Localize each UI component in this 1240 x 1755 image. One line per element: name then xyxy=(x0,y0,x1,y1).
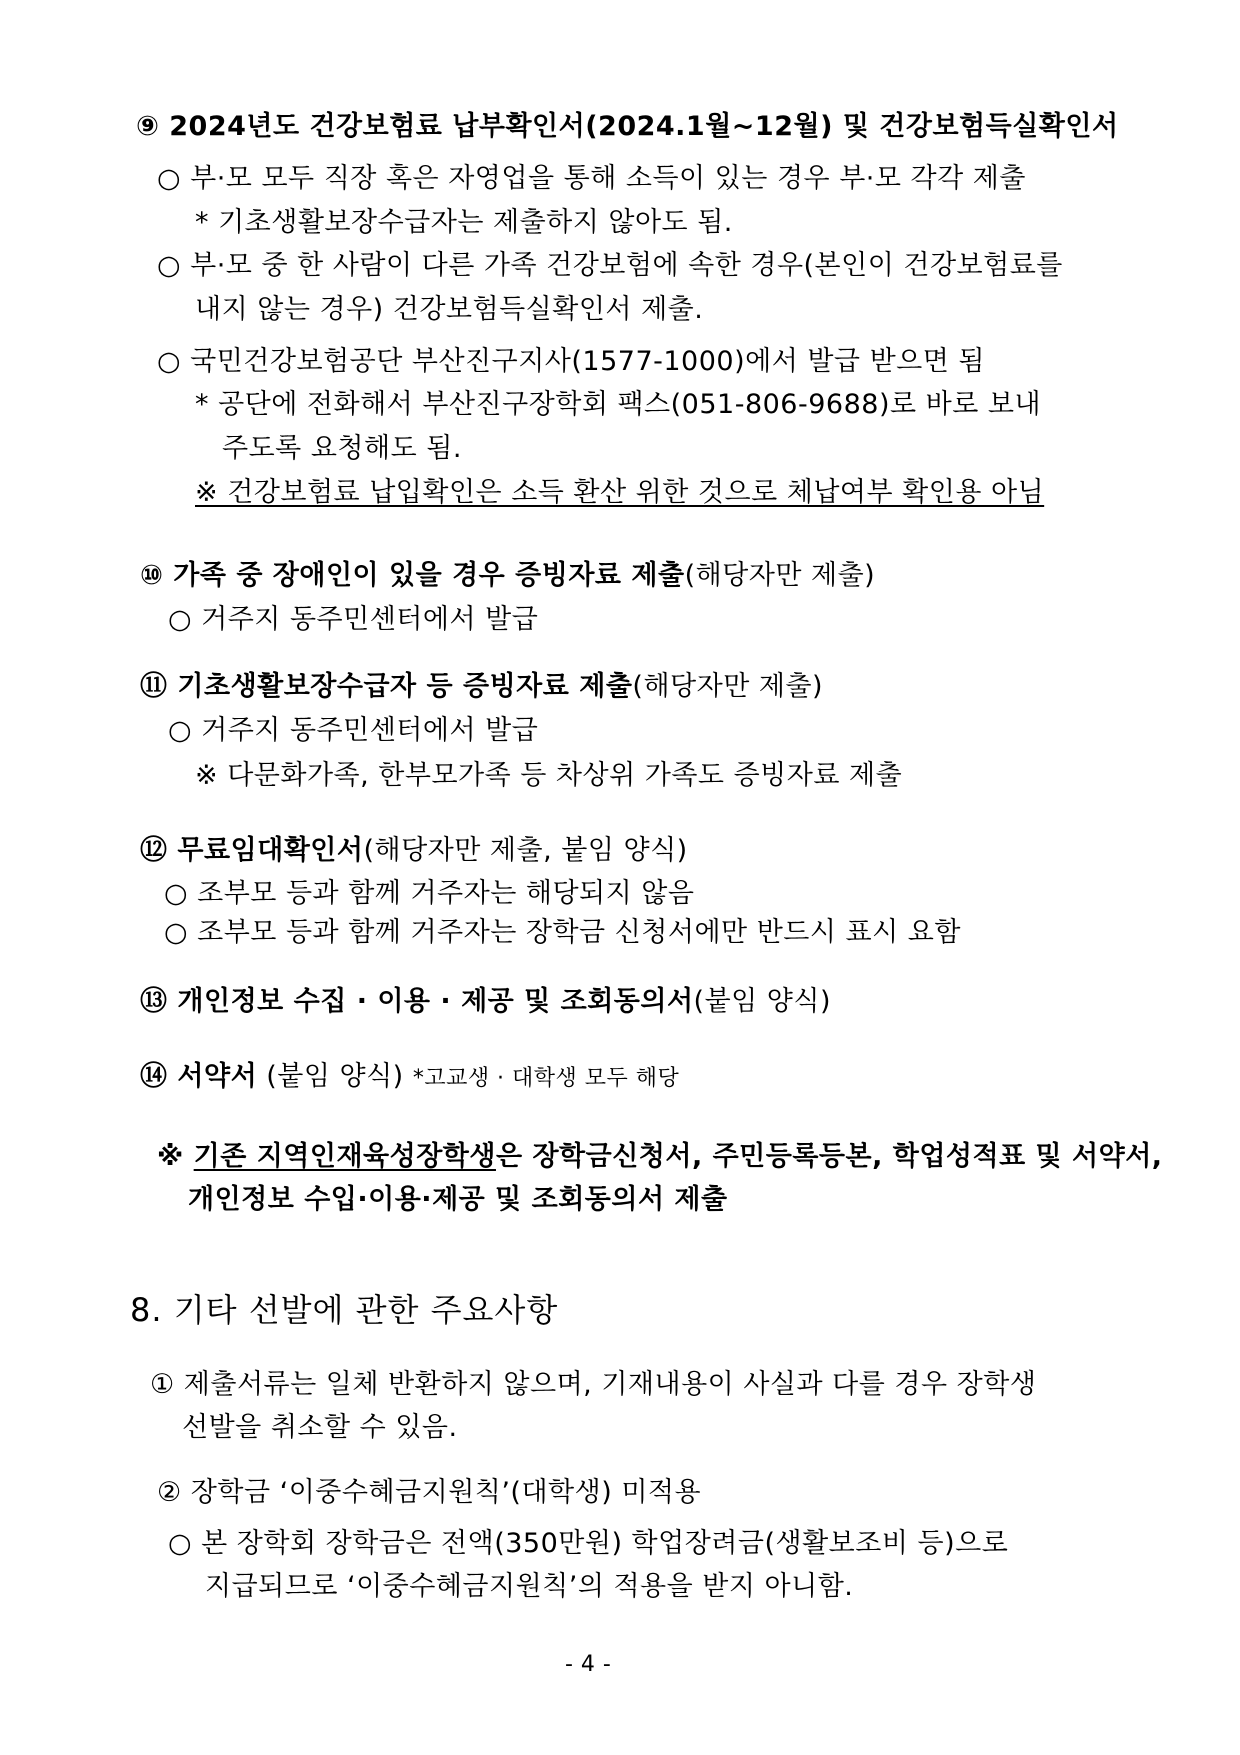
section-11-note: ※ 다문화가족, 한부모가족 등 차상위 가족도 증빙자료 제출 xyxy=(195,760,903,791)
section-9-warning: ※ 건강보험료 납입확인은 소득 환산 위한 것으로 체납여부 확인용 아님 xyxy=(195,477,1045,508)
section-8-item-1-line-1: ① 제출서류는 일체 반환하지 않으며, 기재내용이 사실과 다를 경우 장학생 xyxy=(150,1369,1037,1400)
section-11-title-rest: (해당자만 제출) xyxy=(632,671,824,702)
section-9-bullet-2-line-2: 내지 않는 경우) 건강보험득실확인서 제출. xyxy=(195,294,704,325)
section-9-bullet-1-note: * 기초생활보장수급자는 제출하지 않아도 됨. xyxy=(195,207,733,238)
section-8-heading: 8. 기타 선발에 관한 주요사항 xyxy=(130,1291,559,1329)
section-13-title-rest: (붙임 양식) xyxy=(693,986,832,1017)
section-9-bullet-1: ○ 부·모 모두 직장 혹은 자영업을 통해 소득이 있는 경우 부·모 각각 제출 xyxy=(157,163,1026,194)
section-12-title-rest: (해당자만 제출, 붙임 양식) xyxy=(363,835,688,866)
section-10-bullet-1: ○ 거주지 동주민센터에서 발급 xyxy=(168,604,539,635)
section-9-bullet-3: ○ 국민건강보험공단 부산진구지사(1577-1000)에서 발급 받으면 됨 xyxy=(157,346,986,377)
section-10-title xyxy=(140,559,875,593)
section-9-bullet-3-note-line-1: * 공단에 전화해서 부산진구장학회 팩스(051-806-9688)로 바로 보내 xyxy=(195,389,1042,420)
section-8-item-2-bullet-line-1: ○ 본 장학회 장학금은 전액(350만원) 학업장려금(생활보조비 등)으로 xyxy=(168,1528,1009,1559)
section-11-title-bold: ⑪ 기초생활보장수급자 등 증빙자료 제출 xyxy=(140,671,633,702)
section-9-title: ⑨ 2024년도 건강보험료 납부확인서(2024.1월~12월) 및 건강보험득실확인서 xyxy=(136,111,1119,142)
section-11-bullet-1: ○ 거주지 동주민센터에서 발급 xyxy=(168,715,539,746)
section-9-bullet-2-line-1: ○ 부·모 중 한 사람이 다른 가족 건강보험에 속한 경우(본인이 건강보험료를 xyxy=(157,250,1063,281)
section-13-title-bold: ⑬ 개인정보 수집 · 이용 · 제공 및 조회동의서 xyxy=(140,986,694,1017)
existing-scholars-note-line-2: 개인정보 수입·이용·제공 및 조회동의서 제출 xyxy=(188,1184,728,1215)
section-13-title xyxy=(140,985,831,1019)
page-number: - 4 - xyxy=(565,1652,612,1677)
section-10-title-rest: (해당자만 제출) xyxy=(684,560,876,591)
existing-scholars-note-line-1 xyxy=(157,1140,1163,1174)
section-14-note: *고교생 · 대학생 모두 해당 xyxy=(412,1066,680,1091)
section-11-title xyxy=(140,670,823,704)
section-14-title xyxy=(140,1060,679,1096)
section-14-title-bold: ⑭ 서약서 xyxy=(140,1061,258,1092)
section-8-item-1-line-2: 선발을 취소할 수 있음. xyxy=(182,1412,458,1443)
existing-note-rest: 은 장학금신청서, 주민등록등본, 학업성적표 및 서약서, xyxy=(495,1141,1163,1172)
section-8-item-2: ② 장학금 ‘이중수혜금지원칙’(대학생) 미적용 xyxy=(157,1477,702,1508)
section-12-bullet-1: ○ 조부모 등과 함께 거주자는 해당되지 않음 xyxy=(164,878,695,909)
section-8-item-2-bullet-line-2: 지급되므로 ‘이중수혜금지원칙’의 적용을 받지 아니함. xyxy=(205,1571,854,1602)
section-10-title-bold: ⑩ 가족 중 장애인이 있을 경우 증빙자료 제출 xyxy=(140,560,685,591)
existing-note-underlined: 기존 지역인재육성장학생 xyxy=(193,1141,496,1172)
section-12-title xyxy=(140,834,688,868)
section-14-title-rest: (붙임 양식) xyxy=(257,1061,413,1092)
section-9-bullet-3-note-line-2: 주도록 요청해도 됨. xyxy=(222,433,462,464)
section-12-bullet-2: ○ 조부모 등과 함께 거주자는 장학금 신청서에만 반드시 표시 요함 xyxy=(164,917,961,948)
section-12-title-bold: ⑫ 무료임대확인서 xyxy=(140,835,364,866)
existing-note-mark: ※ xyxy=(157,1141,194,1172)
